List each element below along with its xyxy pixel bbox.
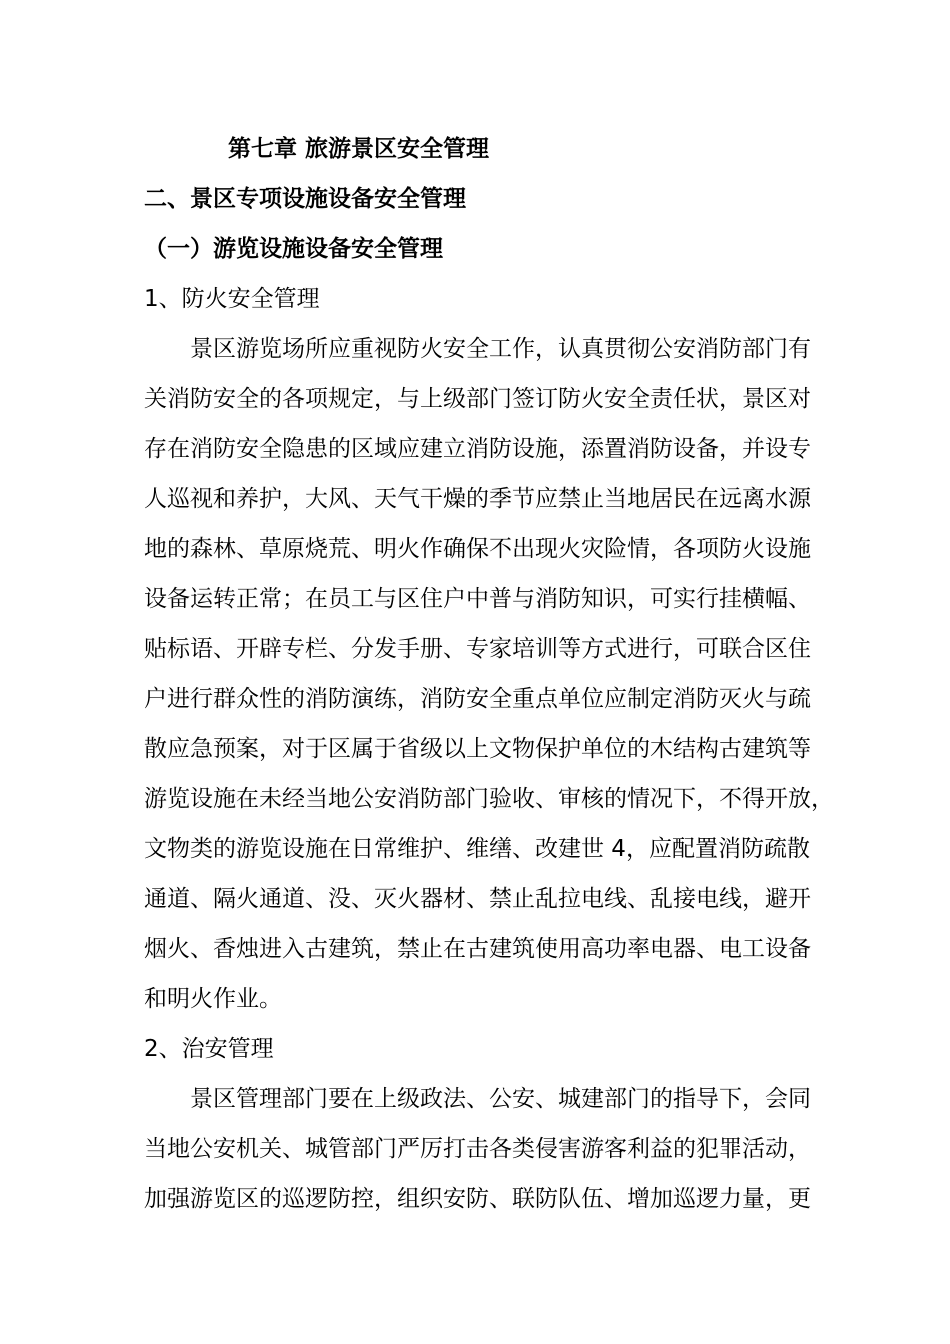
paragraph1-line: 地的森林、草原烧荒、明火作确保不出现火灾险情，各项防火设施 bbox=[144, 536, 811, 562]
paragraph1-line: 散应急预案，对于区属于省级以上文物保护单位的木结构古建筑等 bbox=[144, 736, 811, 762]
paragraph1-line: 设备运转正常；在员工与区住户中普与消防知识，可实行挂横幅、 bbox=[144, 586, 811, 612]
chapter-title: 第七章 旅游景区安全管理 bbox=[228, 136, 490, 162]
paragraph2-line: 加强游览区的巡逻防控，组织安防、联防队伍、增加巡逻力量，更 bbox=[144, 1186, 811, 1212]
item1-heading: 1、防火安全管理 bbox=[144, 286, 320, 312]
paragraph1-line: 游览设施在未经当地公安消防部门验收、审核的情况下，不得开放， bbox=[144, 786, 834, 812]
paragraph1-line: 存在消防安全隐患的区域应建立消防设施，添置消防设备，并设专 bbox=[144, 436, 811, 462]
paragraph1-line: 通道、隔火通道、没、灭火器材、禁止乱拉电线、乱接电线，避开 bbox=[144, 886, 811, 912]
paragraph2-line: 景区管理部门要在上级政法、公安、城建部门的指导下，会同 bbox=[190, 1086, 811, 1112]
paragraph1-line: 户进行群众性的消防演练，消防安全重点单位应制定消防灭火与疏 bbox=[144, 686, 811, 712]
paragraph1-line: 景区游览场所应重视防火安全工作，认真贯彻公安消防部门有 bbox=[190, 336, 811, 362]
paragraph1-line: 文物类的游览设施在日常维护、维缮、改建世 4，应配置消防疏散 bbox=[144, 836, 810, 862]
item2-heading: 2、治安管理 bbox=[144, 1036, 274, 1062]
subsection-heading: （一）游览设施设备安全管理 bbox=[144, 236, 443, 262]
paragraph1-line: 烟火、香烛进入古建筑，禁止在古建筑使用高功率电器、电工设备 bbox=[144, 936, 811, 962]
paragraph2-line: 当地公安机关、城管部门严厉打击各类侵害游客利益的犯罪活动， bbox=[144, 1136, 811, 1162]
section-heading: 二、景区专项设施设备安全管理 bbox=[144, 186, 466, 212]
paragraph1-line: 人巡视和养护，大风、天气干燥的季节应禁止当地居民在远离水源 bbox=[144, 486, 811, 512]
paragraph1-line: 贴标语、开辟专栏、分发手册、专家培训等方式进行，可联合区住 bbox=[144, 636, 811, 662]
paragraph1-line: 和明火作业。 bbox=[144, 986, 282, 1012]
paragraph1-line: 关消防安全的各项规定，与上级部门签订防火安全责任状，景区对 bbox=[144, 386, 811, 412]
